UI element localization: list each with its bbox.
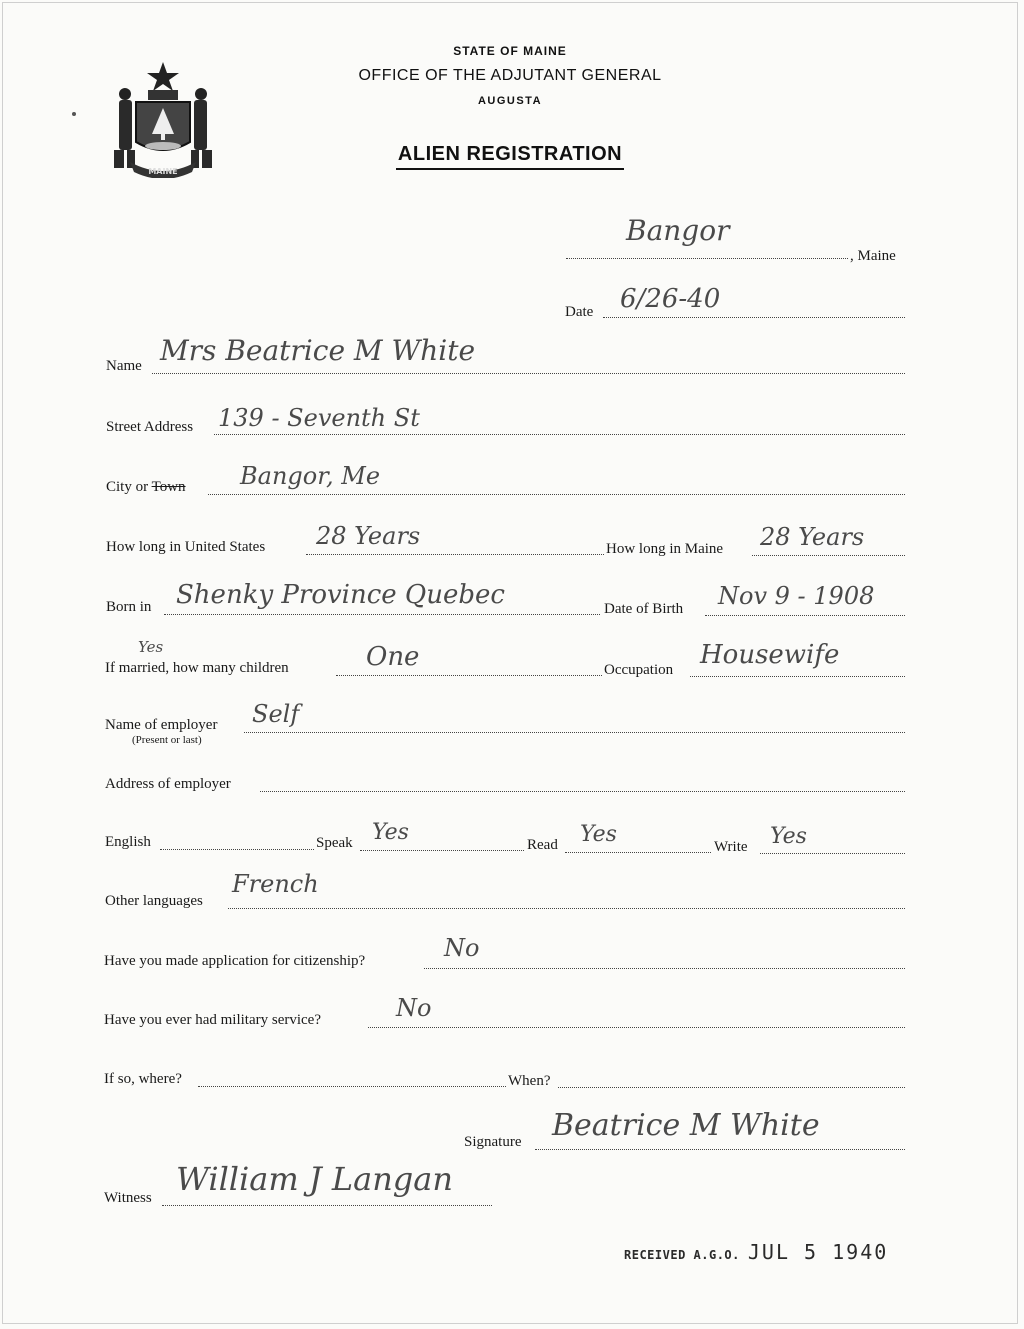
city-line xyxy=(208,494,905,495)
occupation-value: Housewife xyxy=(700,640,840,670)
form-title-text: ALIEN REGISTRATION xyxy=(396,143,624,170)
employer-address-label: Address of employer xyxy=(105,776,231,792)
military-line xyxy=(368,1027,905,1028)
name-line xyxy=(152,373,905,374)
children-line xyxy=(336,675,602,676)
speak-value: Yes xyxy=(372,820,409,845)
employer-sublabel: (Present or last) xyxy=(132,734,202,746)
read-value: Yes xyxy=(580,822,617,847)
born-value: Shenky Province Quebec xyxy=(176,580,505,610)
header-state: STATE OF MAINE xyxy=(453,44,567,58)
citizenship-line xyxy=(424,968,905,969)
citizenship-value: No xyxy=(444,934,480,962)
signature-label: Signature xyxy=(464,1134,522,1150)
city-value: Bangor, Me xyxy=(240,462,381,490)
received-stamp-date: JUL 5 1940 xyxy=(747,1240,889,1264)
dob-line xyxy=(705,615,905,616)
date-line xyxy=(603,317,905,318)
write-label: Write xyxy=(714,839,748,855)
citizenship-label: Have you made application for citizenship? xyxy=(104,953,366,969)
military-value: No xyxy=(396,994,432,1022)
name-value: Mrs Beatrice M White xyxy=(160,334,476,367)
employer-address-line xyxy=(260,791,905,792)
write-value: Yes xyxy=(770,824,807,849)
occupation-label: Occupation xyxy=(604,662,674,678)
received-stamp-label: RECEIVED A.G.O. xyxy=(624,1248,740,1262)
employer-label: Name of employer xyxy=(105,717,218,733)
witness-value: William J Langan xyxy=(176,1160,453,1198)
witness-line xyxy=(162,1205,492,1206)
languages-label: Other languages xyxy=(105,893,203,909)
header-office: OFFICE OF THE ADJUTANT GENERAL xyxy=(358,67,662,84)
maine-years-label: How long in Maine xyxy=(606,541,724,557)
when-line xyxy=(558,1087,905,1088)
date-value: 6/26-40 xyxy=(620,284,721,314)
speck xyxy=(72,112,76,116)
when-label: When? xyxy=(508,1073,551,1089)
read-label: Read xyxy=(527,837,558,853)
born-line xyxy=(164,614,600,615)
where-label: If so, where? xyxy=(104,1071,182,1087)
english-label: English xyxy=(105,834,151,850)
languages-line xyxy=(228,908,905,909)
military-label: Have you ever had military service? xyxy=(104,1012,321,1028)
speak-label: Speak xyxy=(316,835,353,851)
name-label: Name xyxy=(106,358,142,374)
svg-text:MAINE: MAINE xyxy=(148,167,178,176)
received-stamp xyxy=(624,1240,888,1264)
married-note: Yes xyxy=(138,638,164,656)
children-value: One xyxy=(366,642,420,672)
place-suffix: , Maine xyxy=(850,248,896,264)
employer-value: Self xyxy=(252,700,300,728)
place-value: Bangor xyxy=(626,214,730,247)
children-label: If married, how many children xyxy=(105,660,289,676)
write-line xyxy=(760,853,905,854)
speak-line xyxy=(360,850,524,851)
english-line xyxy=(160,849,314,850)
us-years-label: How long in United States xyxy=(106,539,266,555)
header-city: AUGUSTA xyxy=(477,95,543,107)
us-years-value: 28 Years xyxy=(316,522,421,550)
dob-value: Nov 9 - 1908 xyxy=(718,582,875,610)
where-line xyxy=(198,1086,506,1087)
languages-value: French xyxy=(232,870,319,898)
form-title xyxy=(300,143,720,166)
street-line xyxy=(214,434,905,435)
signature-value: Beatrice M White xyxy=(552,1108,820,1143)
maine-years-value: 28 Years xyxy=(760,523,865,551)
dob-label: Date of Birth xyxy=(604,601,684,617)
city-label xyxy=(106,479,186,496)
street-value: 139 - Seventh St xyxy=(218,404,420,432)
place-line xyxy=(566,258,848,259)
read-line xyxy=(565,852,711,853)
born-label: Born in xyxy=(106,599,152,615)
employer-line xyxy=(244,732,905,733)
street-label: Street Address xyxy=(106,419,194,435)
us-years-line xyxy=(306,554,604,555)
occupation-line xyxy=(690,676,905,677)
city-label-text: City or xyxy=(106,479,149,495)
signature-line xyxy=(535,1149,905,1150)
maine-years-line xyxy=(752,555,905,556)
witness-label: Witness xyxy=(104,1190,152,1206)
city-label-struck: Town xyxy=(151,479,186,495)
date-label: Date xyxy=(565,304,594,320)
state-seal-icon xyxy=(108,58,218,178)
